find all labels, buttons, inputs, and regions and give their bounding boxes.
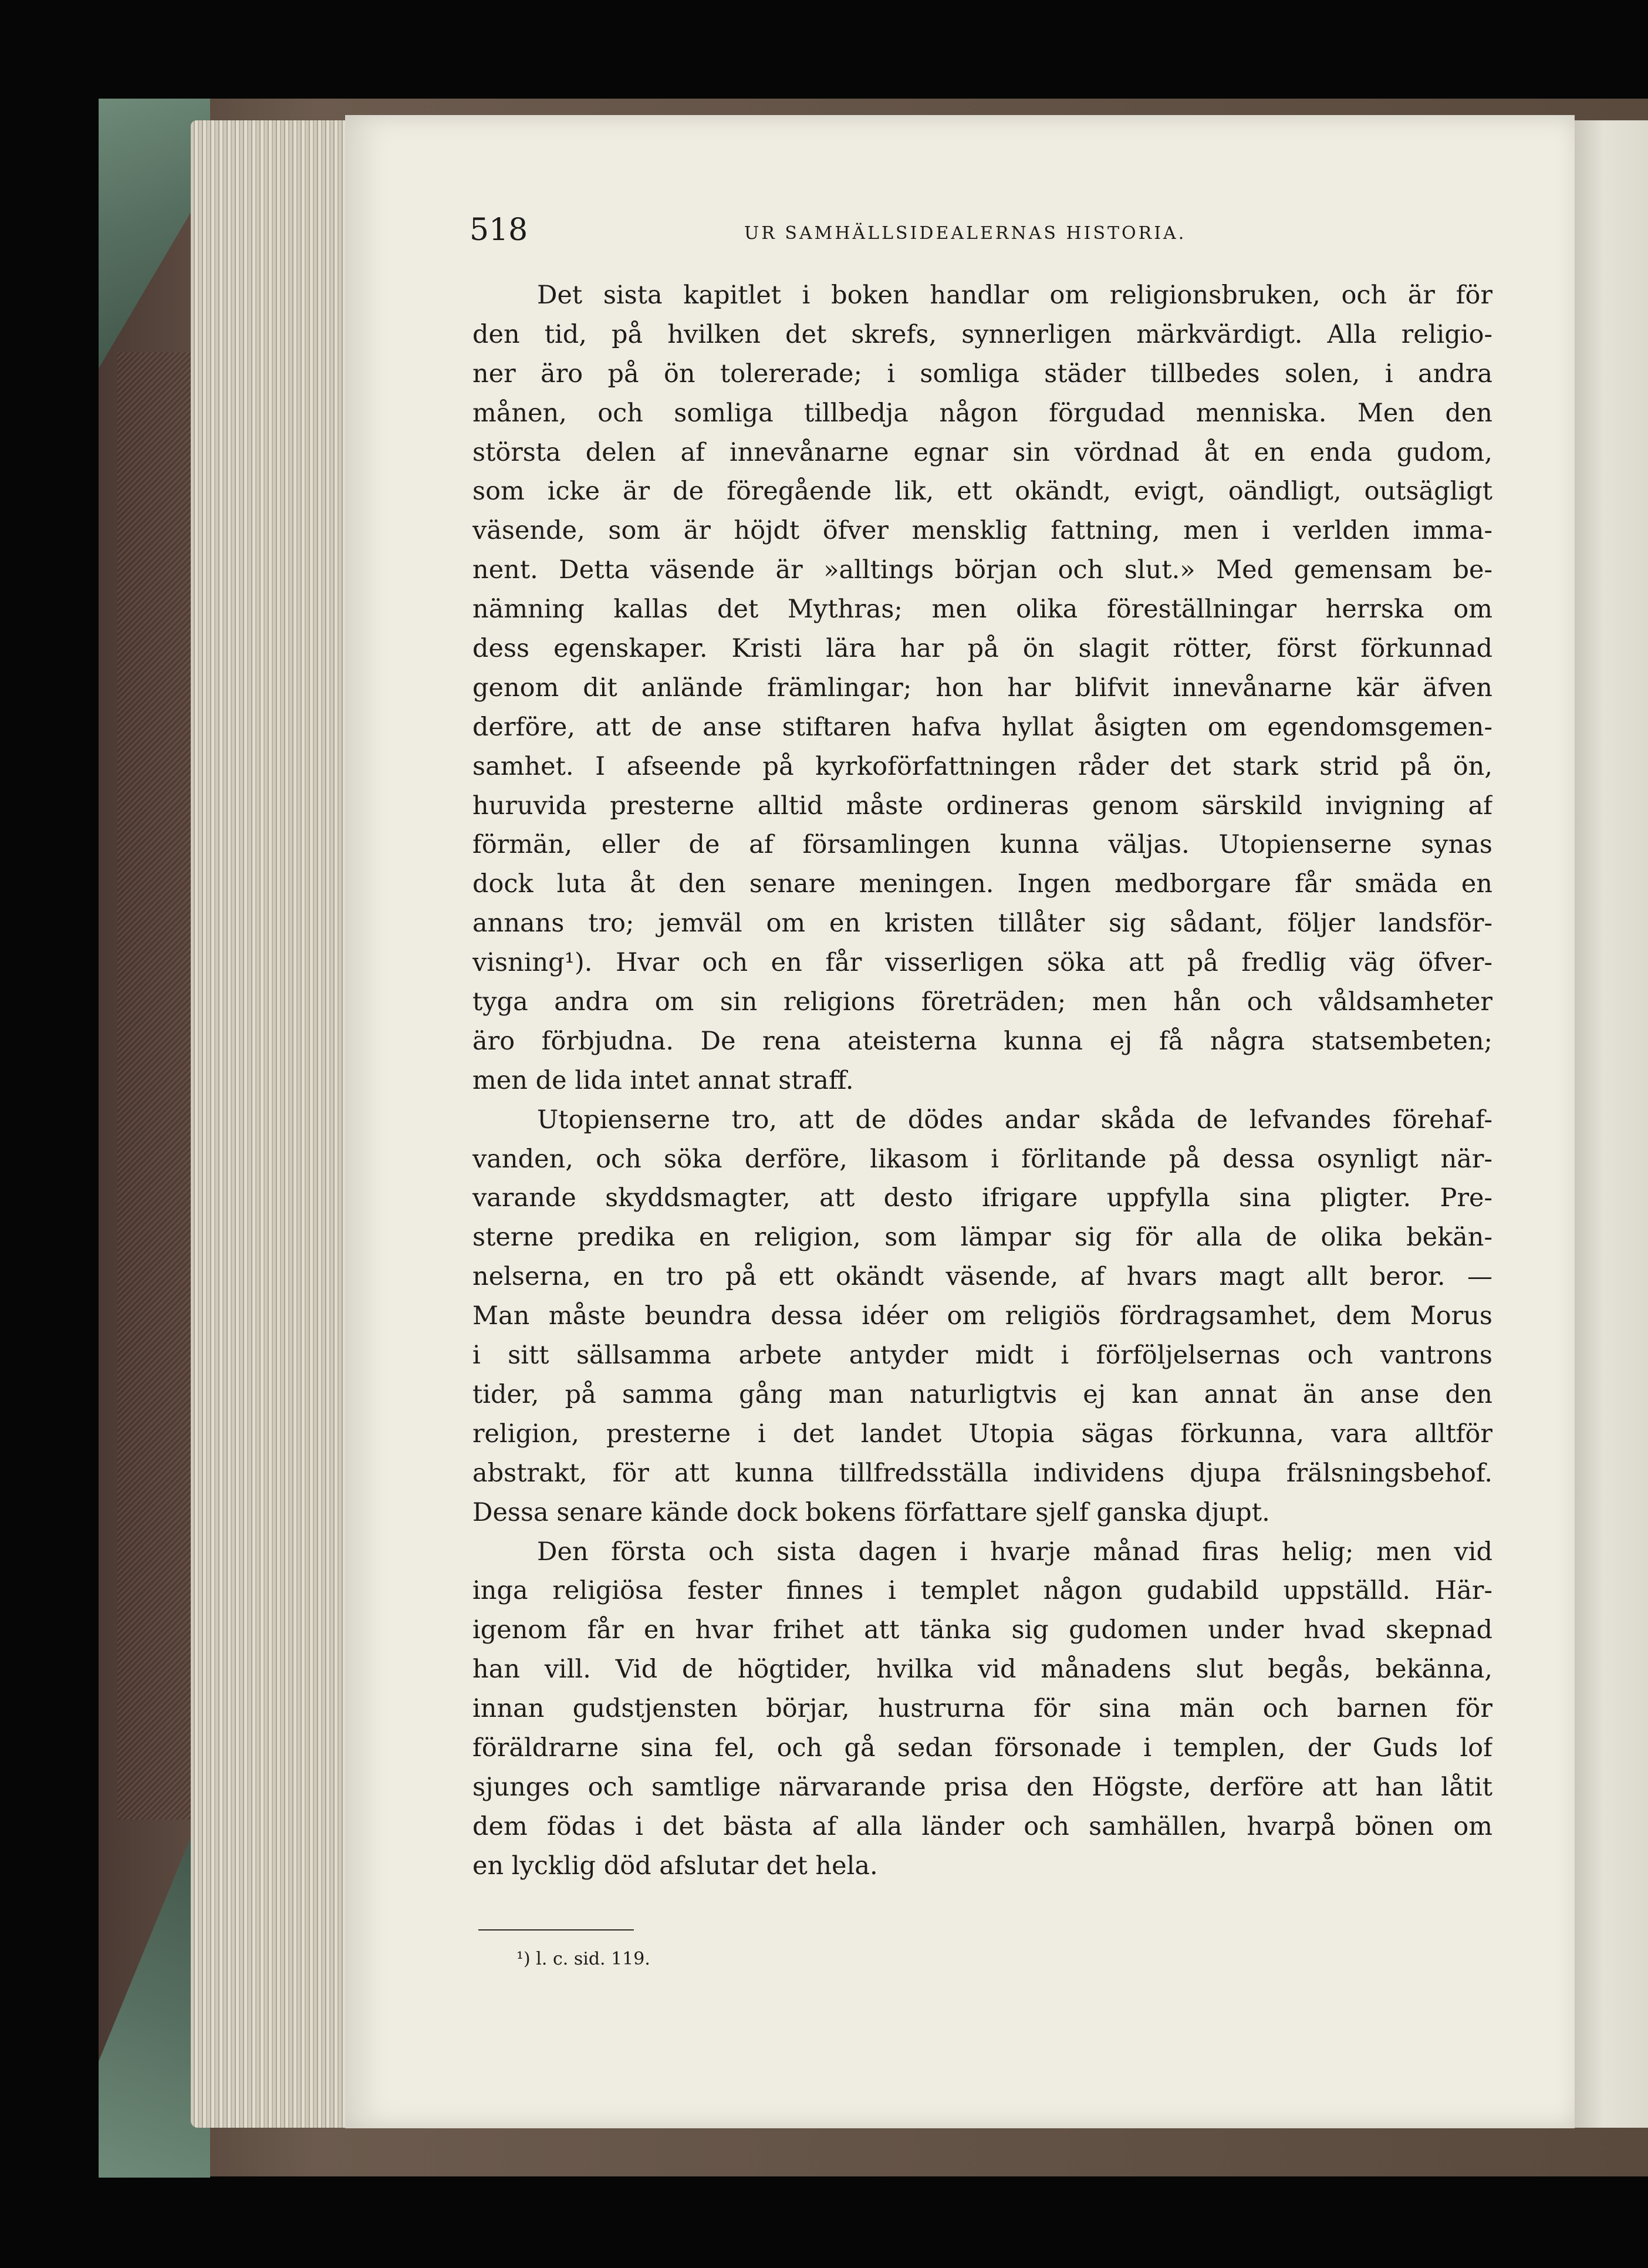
text-line: månen, och somliga tillbedja någon förgudad menniska. Men den [472,398,1492,428]
text-line: Dessa senare kände dock bokens författare sjelf ganska djupt. [472,1497,1270,1527]
text-line: äro förbjudna. De rena ateisterna kunna ej få några statsembeten; [472,1026,1492,1056]
text-line: abstrakt, för att kunna tillfredsställa individens djupa frälsningsbehof. [472,1458,1492,1488]
text-line: den tid, på hvilken det skrefs, synnerligen märkvärdigt. Alla religio- [472,319,1492,349]
text-line: inga religiösa fester finnes i templet någon gudabild uppställd. Här- [472,1576,1492,1606]
text-line: samhet. I afseende på kyrkoförfattningen råder det stark strid på ön, [472,751,1492,781]
footnote-text: l. c. sid. 119. [536,1949,650,1969]
text-line: som icke är de föregående lik, ett okändt, evigt, oändligt, outsägligt [472,477,1492,507]
page-edges [191,120,361,2128]
text-line: förmän, eller de af församlingen kunna väljas. Utopienserne synas [472,830,1492,860]
text-line: varande skyddsmagter, att desto ifrigare uppfylla sina pligter. Pre- [472,1183,1492,1213]
text-line: Det sista kapitlet i boken handlar om religionsbruken, och är för [537,281,1492,310]
text-line: dock luta åt den senare meningen. Ingen medborgare får smäda en [472,869,1492,899]
text-line: genom dit anlände främlingar; hon har blifvit innevånarne kär äfven [472,673,1492,703]
text-line: sterne predika en religion, som lämpar sig för alla de olika bekän- [472,1223,1492,1253]
text-line: han vill. Vid de högtider, hvilka vid månadens slut begås, bekänna, [472,1655,1492,1685]
text-line: derföre, att de anse stiftaren hafva hyllat åsigten om egendomsgemen- [472,712,1492,742]
text-line: tyga andra om sin religions företräden; men hån och våldsamheter [472,987,1492,1017]
page-number: 518 [470,212,528,248]
text-line: dem födas i det bästa af alla länder och samhällen, hvarpå bönen om [472,1811,1492,1841]
footnote [516,1949,650,1969]
facing-page-edge [1575,120,1648,2128]
text-line: tider, på samma gång man naturligtvis ej kan annat än anse den [472,1379,1492,1409]
text-line: huruvida presterne alltid måste ordineras genom särskild invigning af [472,791,1492,821]
text-line: en lycklig död afslutar det hela. [472,1851,878,1881]
text-line: innan gudstjensten börjar, hustrurna för sina män och barnen för [472,1694,1492,1724]
text-line: nämning kallas det Mythras; men olika föreställningar herrska om [472,595,1492,625]
text-line: nelserna, en tro på ett okändt väsende, af hvars magt allt beror. — [472,1262,1492,1292]
text-line: visning¹). Hvar och en får visserligen söka att på fredlig väg öfver- [472,948,1492,978]
text-line: största delen af innevånarne egnar sin vördnad åt en enda gudom, [472,437,1492,467]
text-line: föräldrarne sina fel, och gå sedan försonade i templen, der Guds lof [472,1733,1492,1763]
running-head: UR SAMHÄLLSIDEALERNAS HISTORIA. [744,223,1187,244]
text-line: religion, presterne i det landet Utopia sägas förkunna, vara alltför [472,1419,1492,1449]
text-line: i sitt sällsamma arbete antyder midt i förföljelsernas och vantrons [472,1341,1492,1371]
text-line: ner äro på ön tolererade; i somliga städer tillbedes solen, i andra [472,359,1492,389]
body-text [472,276,1492,1886]
text-line: nent. Detta väsende är »alltings början och slut.» Med gemensam be- [472,555,1492,585]
text-line: igenom får en hvar frihet att tänka sig gudomen under hvad skepnad [472,1615,1492,1645]
text-line: annans tro; jemväl om en kristen tillåter sig sådant, följer landsför- [472,909,1492,939]
text-line: Utopienserne tro, att de dödes andar skåda de lefvandes förehaf- [537,1105,1492,1135]
text-line: väsende, som är höjdt öfver mensklig fattning, men i verlden imma- [472,516,1492,546]
text-line: vanden, och söka derföre, likasom i förlitande på dessa osynligt när- [472,1144,1492,1174]
footnote-marker: ¹) [516,1949,531,1969]
text-line: sjunges och samtlige närvarande prisa den Högste, derföre att han låtit [472,1772,1492,1802]
text-line: dess egenskaper. Kristi lära har på ön slagit rötter, först förkunnad [472,634,1492,664]
text-line: men de lida intet annat straff. [472,1065,854,1095]
text-line: Man måste beundra dessa idéer om religiös fördragsamhet, dem Morus [472,1301,1492,1331]
page-header [470,212,1502,254]
text-line: Den första och sista dagen i hvarje månad firas helig; men vid [537,1537,1492,1567]
footnote-rule [478,1929,634,1931]
